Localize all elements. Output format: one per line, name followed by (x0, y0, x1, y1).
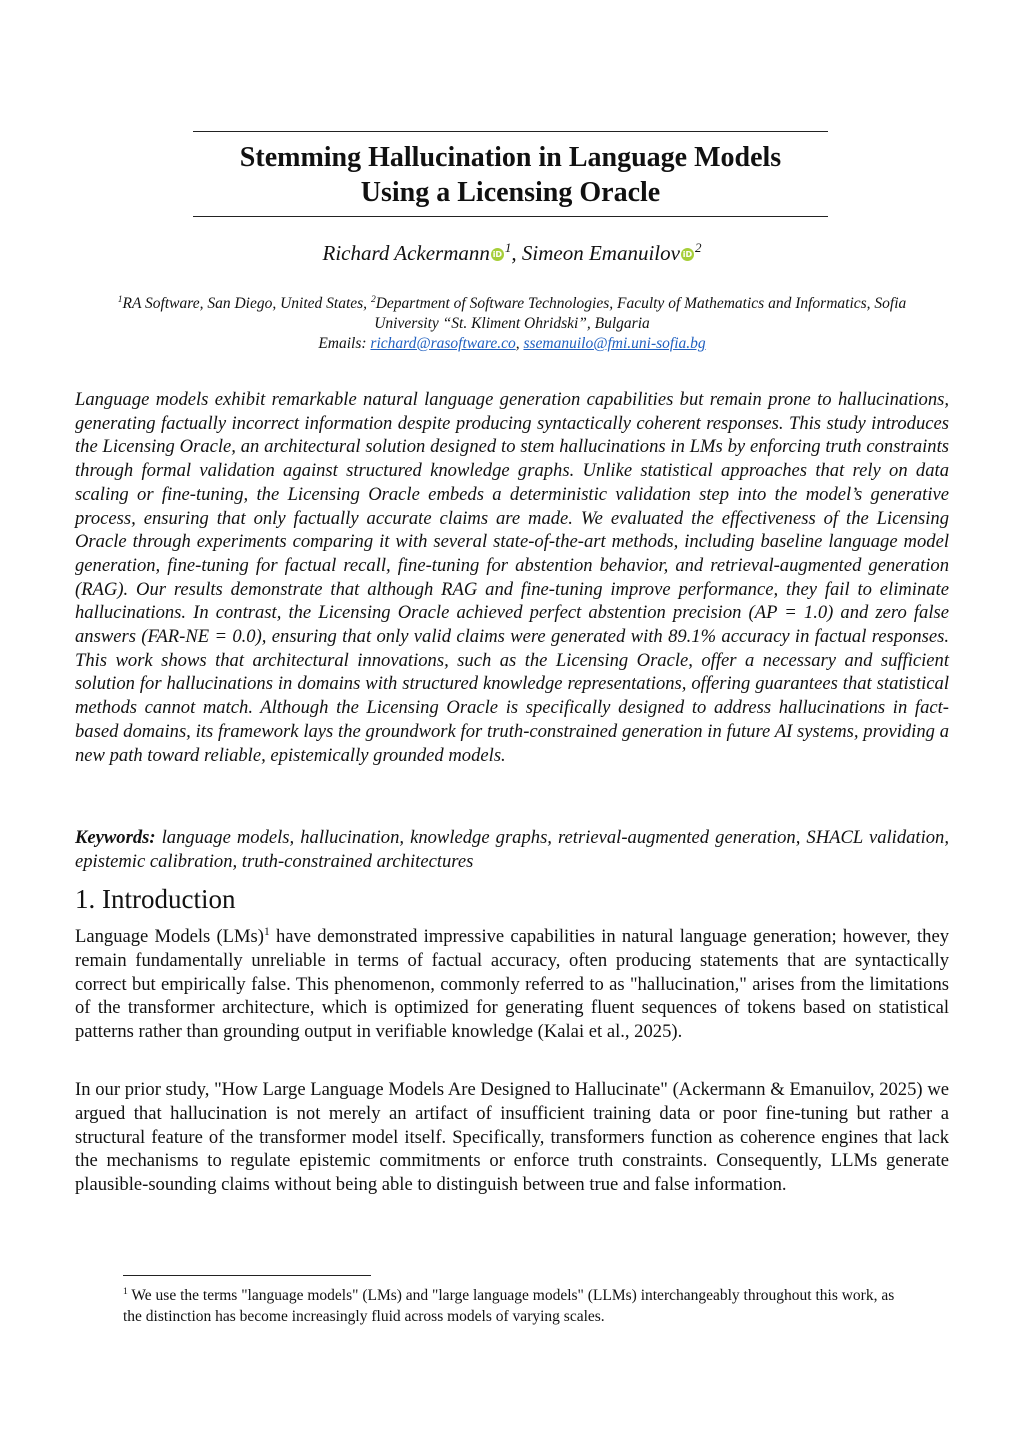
affiliation-2-mark: 2 (370, 293, 376, 305)
author-2-affiliation-mark: 2 (694, 240, 702, 255)
intro-p1-start: Language Models (LMs) (75, 926, 264, 947)
intro-paragraph-1 (75, 925, 949, 1044)
footnote-text: We use the terms "language models" (LMs) and "large language models" (LLMs) interchangeably throughout this work, as the distinction has become increasingly fluid across models of varying scales. (123, 1287, 895, 1325)
emails-label: Emails: (318, 335, 371, 352)
title-line-2: Using a Licensing Oracle (360, 177, 661, 208)
author-1-affiliation-mark: 1 (504, 240, 512, 255)
affiliation-1-mark: 1 (117, 293, 123, 305)
footnote-ref-1[interactable]: 1 (264, 925, 270, 938)
section-heading-introduction: 1. Introduction (75, 884, 236, 914)
email-link-1[interactable]: richard@rasoftware.co (370, 335, 516, 352)
emails-line (110, 334, 914, 354)
email-separator: , (515, 335, 524, 352)
email-link-2[interactable]: ssemanuilo@fmi.uni-sofia.bg (523, 335, 706, 352)
affiliation-1: RA Software, San Diego, United States, (122, 295, 371, 312)
author-list (0, 239, 1024, 267)
keywords-text: language models, hallucination, knowledge graphs, retrieval-augmented generation, SHACL validation, epistemic calibration, truth-constrained architectures (75, 827, 949, 872)
footnote-rule (123, 1275, 371, 1276)
footnote-mark: 1 (123, 1285, 128, 1297)
intro-p1-rest: have demonstrated impressive capabilities in natural language generation; however, they remain fundamentally unreliable in terms of factual accuracy, often producing statements that are syntactically correct but empirically false. This phenomenon, commonly referred to as "hallucination," arises from the limitations of the transformer architecture, which is optimized for generating fluent sequences of tokens based on statistical patterns rather than grounding output in verifiable knowledge (Kalai et al., 2025). (75, 926, 949, 1043)
affiliation-text (110, 294, 914, 334)
title-bottom-rule (193, 216, 828, 217)
keywords (75, 826, 949, 873)
title-top-rule (193, 131, 828, 132)
paper-title (193, 140, 828, 210)
orcid-icon[interactable]: iD (492, 250, 503, 259)
keywords-label: Keywords: (75, 827, 156, 848)
affiliations (110, 294, 914, 354)
title-line-1: Stemming Hallucination in Language Models (239, 142, 782, 173)
footnote-1 (123, 1285, 903, 1327)
author-1-name: Richard Ackermann (322, 241, 490, 265)
author-2-name: Simeon Emanuilov (521, 241, 680, 265)
author-separator: , (511, 241, 522, 265)
affiliation-2: Department of Software Technologies, Faculty of Mathematics and Informatics, Sofia University “St. Kliment Ohridski”, Bulgaria (374, 295, 907, 332)
abstract: Language models exhibit remarkable natural language generation capabilities but remain prone to hallucinations, generating factually incorrect information despite producing syntactically coherent responses. This study introduces the Licensing Oracle, an architectural solution designed to stem hallucinations in LMs by enforcing truth constraints through formal validation against structured knowledge graphs. Unlike statistical approaches that rely on data scaling or fine-tuning, the Licensing Oracle embeds a deterministic validation step into the model’s generative process, ensuring that only factually accurate claims are made. We evaluated the effectiveness of the Licensing Oracle through experiments comparing it with several state-of-the-art methods, including baseline language model generation, fine-tuning for factual recall, fine-tuning for abstention behavior, and retrieval-augmented generation (RAG). Our results demonstrate that although RAG and fine-tuning improve performance, they fail to eliminate hallucinations. In contrast, the Licensing Oracle achieved perfect abstention precision (AP = 1.0) and zero false answers (FAR-NE = 0.0), ensuring that only valid claims were generated with 89.1% accuracy in factual responses. This work shows that architectural innovations, such as the Licensing Oracle, offer a necessary and sufficient solution for hallucinations in domains with structured knowledge representations, offering guarantees that statistical methods cannot match. Although the Licensing Oracle is specifically designed to address hallucinations in fact-based domains, its framework lays the groundwork for truth-constrained generation in future AI systems, providing a new path toward reliable, epistemically grounded models. (75, 389, 949, 766)
intro-paragraph-2: In our prior study, "How Large Language Models Are Designed to Hallucinate" (Ackermann & Emanuilov, 2025) we argued that hallucination is not merely an artifact of insufficient training data or poor fine-tuning but rather a structural feature of the transformer model itself. Specifically, transformers function as coherence engines that lack the mechanisms to regulate epistemic commitments or enforce truth constraints. Consequently, LLMs generate plausible-sounding claims without being able to distinguish between true and false information. (75, 1079, 949, 1196)
orcid-icon[interactable]: iD (682, 250, 693, 259)
